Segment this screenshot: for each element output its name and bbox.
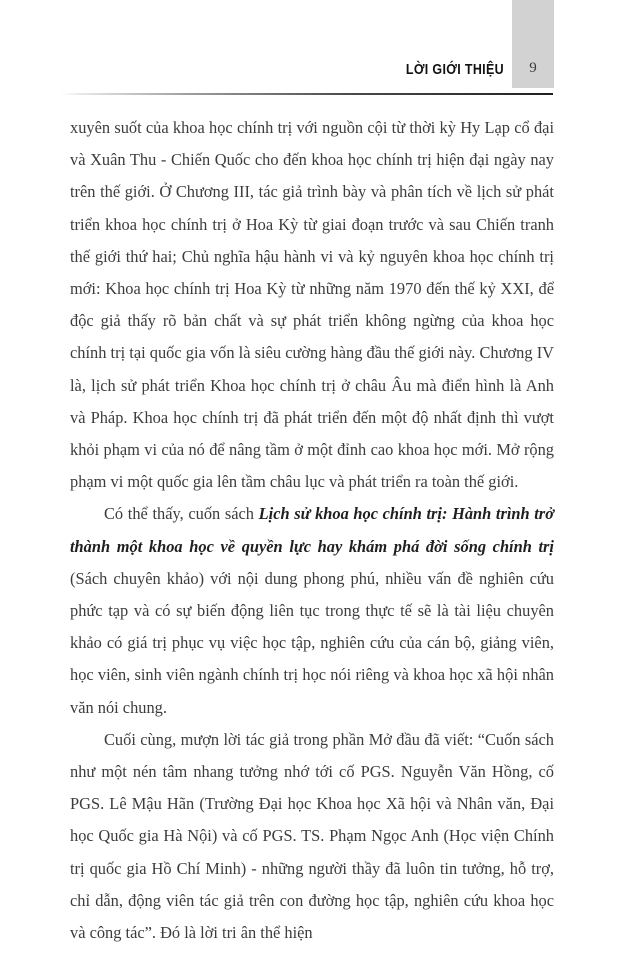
running-head: LỜI GIỚI THIỆU: [405, 62, 504, 78]
header-divider-rule: [60, 93, 553, 95]
paragraph-3-text-0: Cuối cùng, mượn lời tác giả trong phần Mở đầu đã viết: “Cuốn sách như một nén tâm nhang tưởng nhớ tới cố PGS. Nguyễn Văn Hồng, cố PGS. Lê Mậu Hãn (Trường Đại học Khoa học Xã hội và Nhân văn, Đại học Quốc gia Hà Nội) và cố PGS. TS. Phạm Ngọc Anh (Học viện Chính trị quốc gia Hồ Chí Minh) - những người thầy đã luôn tin tưởng, hỗ trợ, chỉ dẫn, động viên tác giả trên con đường học tập, nghiên cứu khoa học và công tác”. Đó là lời tri ân thể hiện: [70, 729, 554, 943]
page-number-box: [512, 0, 554, 88]
paragraph-2-text-0: Có thể thấy, cuốn sách: [104, 504, 259, 524]
page-number: 9: [529, 60, 537, 76]
page-body-text: [70, 112, 554, 949]
paragraph-2: [70, 498, 554, 723]
paragraph-1: [70, 112, 554, 498]
book-title-reference: Lịch sử khoa học chính trị: Hành trình trở thành một khoa học về quyền lực hay khám phá đời sống chính trị: [70, 504, 554, 556]
paragraph-1-text-0: xuyên suốt của khoa học chính trị với nguồn cội từ thời kỳ Hy Lạp cổ đại và Xuân Thu - Chiến Quốc cho đến khoa học chính trị hiện đại ngày nay trên thế giới. Ở Chương III, tác giả trình bày và phân tích về lịch sử phát triển khoa học chính trị ở Hoa Kỳ từ giai đoạn trước và sau Chiến tranh thế giới thứ hai; Chủ nghĩa hậu hành vi và kỷ nguyên khoa học chính trị mới: Khoa học chính trị Hoa Kỳ từ những năm 1970 đến thế kỷ XXI, để độc giả thấy rõ bản chất và sự phát triển không ngừng của khoa học chính trị tại quốc gia vốn là siêu cường hàng đầu thế giới này. Chương IV là, lịch sử phát triển Khoa học chính trị ở châu Âu mà điển hình là Anh và Pháp. Khoa học chính trị đã phát triển đến một độ nhất định thì vượt khỏi phạm vi của nó để nâng tầm ở một đỉnh cao khoa học mới. Mở rộng phạm vi một quốc gia lên tầm châu lục và phát triển ra toàn thế giới.: [70, 118, 554, 492]
paragraph-3: [70, 724, 554, 949]
paragraph-2-text-2: (Sách chuyên khảo) với nội dung phong phú, nhiều vấn đề nghiên cứu phức tạp và có sự biến động liên tục trong thực tế sẽ là tài liệu chuyên khảo có giá trị phục vụ việc học tập, nghiên cứu của cán bộ, giảng viên, học viên, sinh viên ngành chính trị học nói riêng và khoa học xã hội nhân văn nói chung.: [70, 568, 554, 717]
